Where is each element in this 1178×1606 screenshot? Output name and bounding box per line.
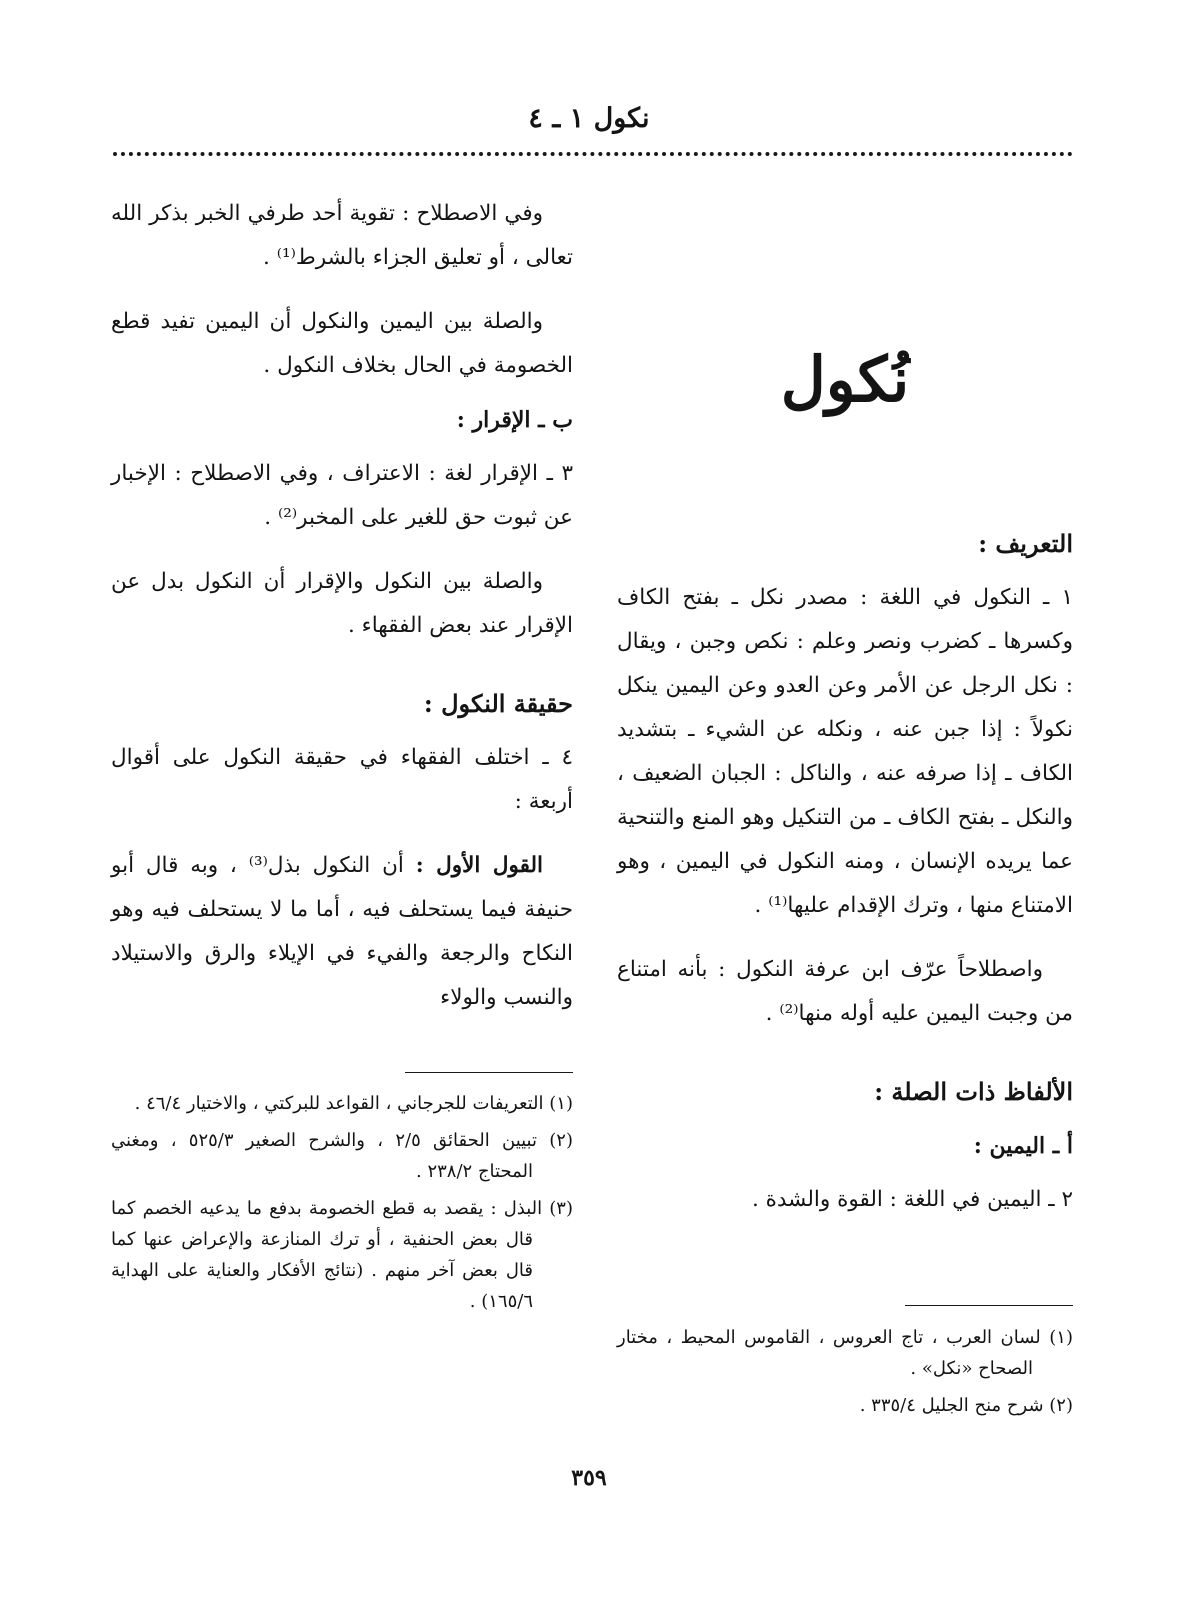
related-terms-heading: الألفاظ ذات الصلة : [874,1077,1073,1106]
header-dotted-rule [113,152,1073,156]
oath-paragraph: ٢ ـ اليمين في اللغة : القوة والشدة . [751,1187,1073,1212]
footnote: (٢) شرح منح الجليل ٣٣٥/٤ . [859,1395,1073,1416]
confession-subheading: ب ـ الإقرار : [456,407,573,433]
left-footnotes [111,1088,573,1323]
first-opinion-label: القول الأول : [415,853,543,878]
reality-heading: حقيقة النكول : [423,689,573,718]
right-column [617,522,1073,1222]
relation-paragraph: والصلة بين النكول والإقرار أن النكول بدل عن الإقرار عند بعض الفقهاء . [111,569,573,638]
page-number: ٣٥٩ [571,1465,607,1491]
first-opinion-paragraph [111,844,573,1020]
footnote: (١) لسان العرب ، تاج العروس ، القاموس المحيط ، مختار الصحاح «نكل» . [617,1327,1073,1379]
left-column [111,192,573,1020]
left-footnote-rule [405,1072,573,1073]
first-opinion-text: أن النكول بذل⁽³⁾ ، وبه قال أبو حنيفة فيما يستحلف فيه ، أما ما لا يستحلف فيه وهو النكاح والرجعة والفيء في الإيلاء والرق والاستيلاد والنسب والولاء [111,853,573,1010]
footnote: (١) التعريفات للجرجاني ، القواعد للبركتي ، والاختيار ٤٦/٤ . [134,1093,573,1114]
terminology-paragraph: وفي الاصطلاح : تقوية أحد طرفي الخبر بذكر الله تعالى ، أو تعليق الجزاء بالشرط⁽¹⁾ . [111,201,573,270]
definition-paragraph: ١ ـ النكول في اللغة : مصدر نكل ـ بفتح الكاف وكسرها ـ كضرب ونصر وعلم : نكص وجبن ، ويقال : نكل الرجل عن الأمر وعن العدو وعن اليمين ينكل نكولاً : إذا جبن عنه ، ونكله عن الشيء ـ بتشديد الكاف ـ إذا صرفه عنه ، والناكل : الجبان الضعيف ، والنكل ـ بفتح الكاف ـ من التنكيل وهو المنع والتنحية عما يريده الإنسان ، ومنه النكول في اليمين ، وهو الامتناع منها ، وترك الإقدام عليها⁽¹⁾ . [617,585,1073,918]
entry-title: نُكول [780,343,910,416]
definition-heading: التعريف : [978,529,1073,558]
oath-subheading: أ ـ اليمين : [973,1133,1073,1159]
running-header: نكول ١ ـ ٤ [528,103,650,134]
right-footnote-rule [905,1305,1073,1306]
right-footnotes [617,1322,1073,1427]
footnote: (٣) البذل : يقصد به قطع الخصومة بدفع ما يدعيه الخصم كما قال بعض الحنفية ، أو ترك المنازعة والإعراض عنها كما قال بعض آخر منهم . (نتائج الأفكار والعناية على الهداية ١٦٥/٦) . [111,1198,573,1312]
relation-paragraph: والصلة بين اليمين والنكول أن اليمين تفيد قطع الخصومة في الحال بخلاف النكول . [111,309,573,378]
confession-paragraph: ٣ ـ الإقرار لغة : الاعتراف ، وفي الاصطلاح : الإخبار عن ثبوت حق للغير على المخبر⁽²⁾ . [111,461,573,530]
reality-paragraph: ٤ ـ اختلف الفقهاء في حقيقة النكول على أقوال أربعة : [111,745,573,814]
footnote: (٢) تبيين الحقائق ٢/٥ ، والشرح الصغير ٥٢٥/٣ ، ومغني المحتاج ٢٣٨/٢ . [111,1130,573,1182]
terminology-paragraph: واصطلاحاً عرّف ابن عرفة النكول : بأنه امتناع من وجبت اليمين عليه أوله منها⁽²⁾ . [617,957,1073,1026]
